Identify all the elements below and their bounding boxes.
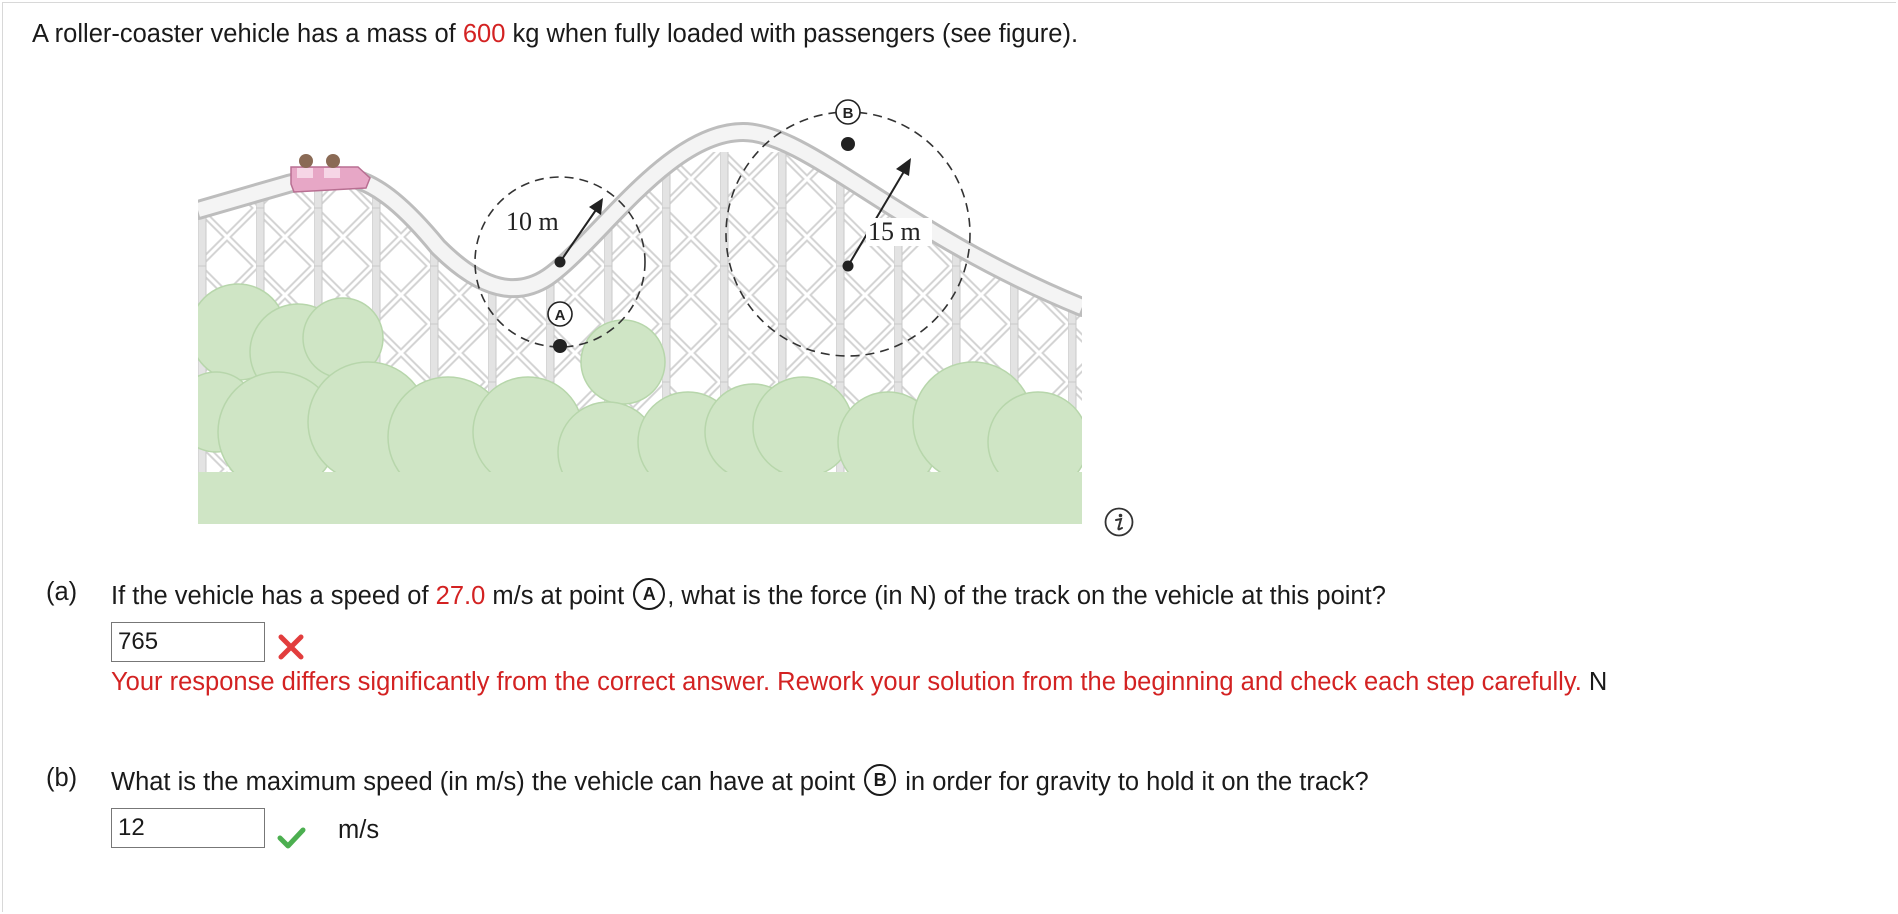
part-a-question: (a) If the vehicle has a speed of 27.0 m/s at point A , what is the force (in N) of the track on the vehicle at this point?: [46, 578, 1386, 610]
point-a-dot: [553, 339, 567, 353]
speed-value: 27.0: [435, 582, 486, 610]
point-a-marker: A: [633, 578, 665, 610]
mass-value: 600: [462, 20, 506, 48]
correct-check-icon: [276, 822, 306, 852]
part-a-answer-input[interactable]: [111, 622, 265, 662]
coaster-car: [291, 154, 370, 192]
radius-label-b: 15 m: [868, 217, 921, 246]
part-a-unit: N: [1588, 668, 1608, 696]
point-b-dot: [841, 137, 855, 151]
part-b-label: (b): [46, 764, 78, 792]
roller-coaster-figure: [198, 92, 1082, 524]
info-icon[interactable]: [1103, 506, 1135, 538]
part-a-label: (a): [46, 578, 78, 606]
incorrect-icon: [276, 632, 306, 662]
problem-intro: A roller-coaster vehicle has a mass of 600 kg when fully loaded with passengers (see figure).: [32, 20, 1079, 48]
part-a-feedback: Your response differs significantly from the correct answer. Rework your solution from the beginning and check each step carefully. N: [111, 668, 1608, 696]
radius-label-a: 10 m: [506, 207, 559, 236]
point-b-label: B: [842, 105, 854, 122]
point-a-label: A: [554, 307, 566, 324]
part-b-answer-input[interactable]: [111, 808, 265, 848]
part-b-unit: m/s: [338, 816, 380, 844]
point-b-marker: B: [864, 764, 896, 796]
part-b-question: (b) What is the maximum speed (in m/s) the vehicle can have at point B in order for gravity to hold it on the track?: [46, 764, 1369, 796]
